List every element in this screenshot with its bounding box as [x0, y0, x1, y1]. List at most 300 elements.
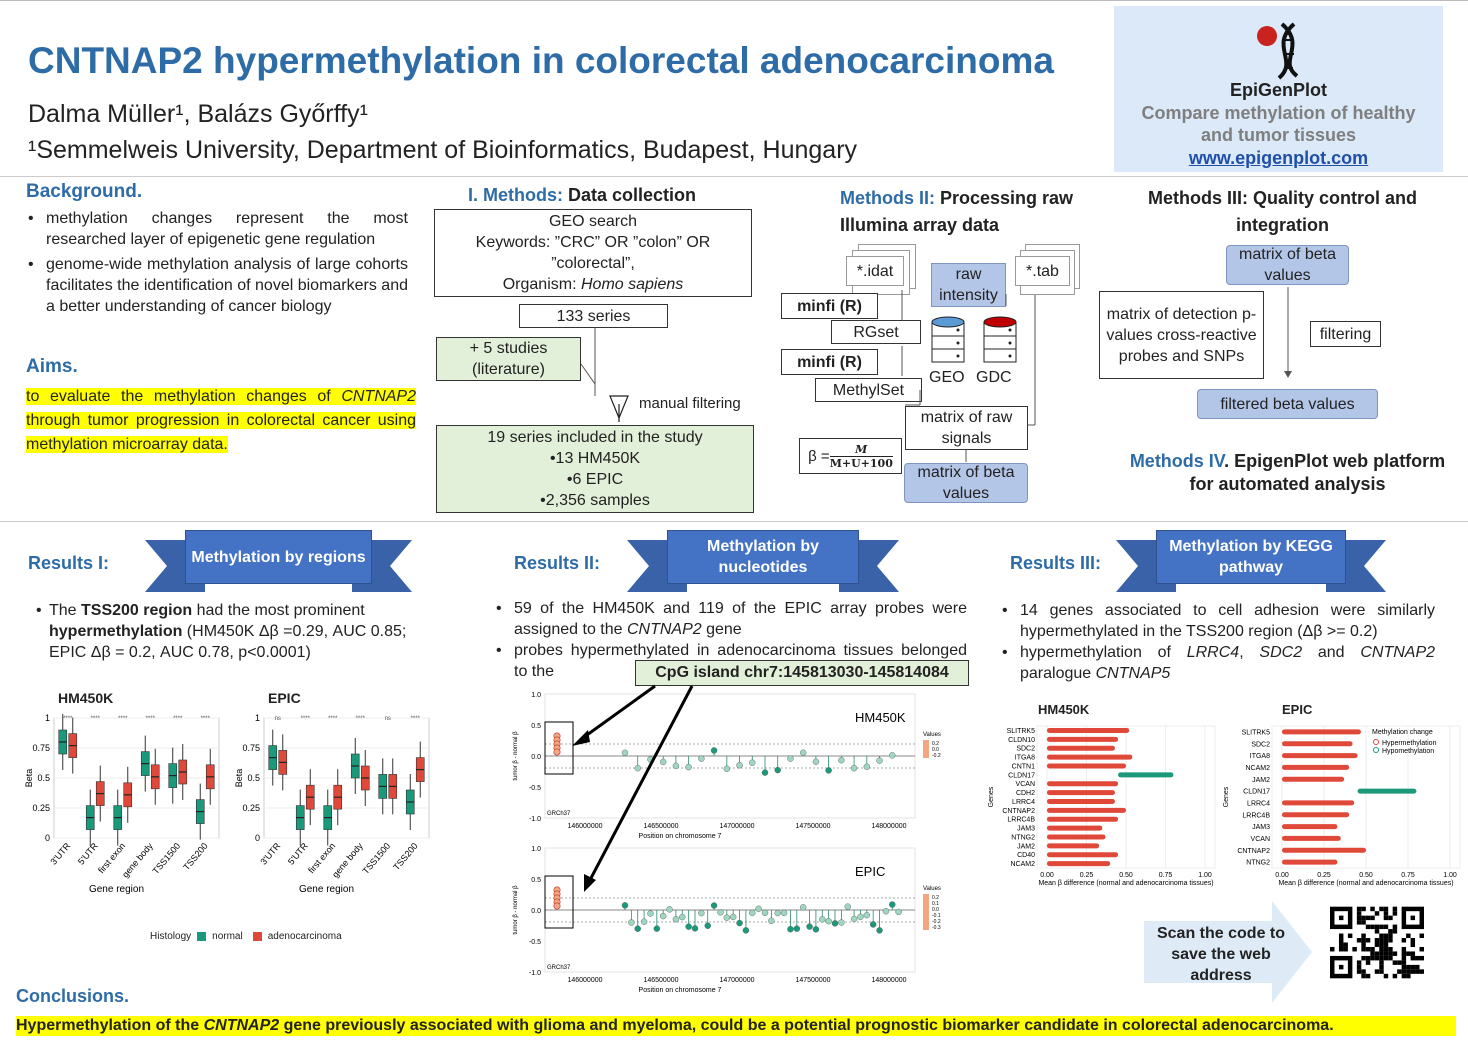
legend-tick: -0.3 [932, 925, 941, 931]
conclusions-heading: Conclusions. [16, 986, 130, 1006]
qr-module [1420, 956, 1424, 960]
gene-bar [1047, 755, 1132, 760]
qr-module [1366, 956, 1370, 960]
results1-ribbon: Methylation by regions [145, 530, 412, 592]
qr-module [1384, 907, 1388, 911]
gene-label: SLITRK5 [1006, 727, 1035, 735]
legend-marker [1374, 740, 1379, 745]
qr-module [1379, 965, 1383, 969]
x-tick-label: 3'UTR [48, 840, 73, 867]
x-tick-label: 0.75 [1158, 872, 1173, 879]
qr-module [1375, 951, 1379, 955]
x-tick-label: 5'UTR [75, 840, 100, 867]
rgset-box: RGset [831, 320, 921, 344]
significance-label: **** [90, 716, 100, 722]
qr-module [1348, 934, 1352, 938]
lollipop-point [775, 767, 781, 773]
qr-caption: Scan the code to save the web address [1156, 925, 1286, 984]
methods3-heading: Methods III: Quality control and integration [1147, 188, 1417, 235]
y-axis-label: tumor β - normal β [513, 731, 519, 781]
qr-module [1366, 916, 1370, 920]
qr-module [1402, 951, 1406, 955]
gene-bar [1282, 800, 1354, 805]
qr-module [1406, 951, 1410, 955]
boxplot-hm450k [22, 706, 232, 901]
x-tick-label: 147500000 [795, 977, 831, 984]
lollipop-point [845, 904, 851, 910]
x-tick-label: 5'UTR [285, 840, 310, 867]
y-tick-label: 1 [44, 713, 50, 723]
legend-tick: -0.2 [932, 919, 941, 925]
x-tick-label: gene body [120, 840, 155, 880]
y-tick-label: 0.5 [37, 773, 50, 783]
results2-list: • 59 of the HM450K and 119 of the EPIC array probes were assigned to the CNTNAP2 gene • probes hypermethylated in adenocarcinoma tissues belonged to the [494, 598, 967, 682]
x-axis-label: Position on chromosome 7 [638, 833, 722, 840]
x-tick-label: 0.00 [1040, 872, 1054, 879]
qr-module [1388, 938, 1392, 942]
qr-module [1402, 965, 1406, 969]
legend-swatch-adeno [253, 932, 262, 941]
gene-bar [1282, 765, 1349, 770]
x-axis-label: Mean β difference (normal and adenocarcinoma tissues) [1278, 880, 1454, 887]
lollipop-point [864, 912, 870, 918]
qr-module [1402, 960, 1406, 964]
x-tick-label: 3'UTR [258, 840, 283, 867]
qr-module [1361, 938, 1365, 942]
gene-label: VCAN [1250, 835, 1270, 843]
qr-module [1415, 969, 1419, 973]
section-rule [0, 521, 1468, 522]
y-tick-label: 0.75 [32, 743, 50, 753]
qr-module [1393, 925, 1397, 929]
legend-gradient [923, 740, 929, 758]
qr-module [1402, 974, 1406, 978]
lollipop-point [807, 924, 813, 930]
x-axis-label: Position on chromosome 7 [638, 987, 722, 994]
bar-hm450k [985, 718, 1230, 890]
top-rule [0, 0, 1468, 1]
qr-module [1357, 911, 1361, 915]
significance-label: **** [355, 716, 365, 722]
x-tick-label: 1.00 [1198, 872, 1212, 879]
qr-module [1361, 969, 1365, 973]
x-tick-label: 0.00 [1275, 872, 1289, 879]
methods4-heading: Methods IV. EpigenPlot web platform for automated analysis [1129, 451, 1446, 494]
lollipop-point [711, 903, 717, 909]
series-box: 133 series [519, 304, 668, 328]
gene-bar [1282, 753, 1358, 758]
x-tick-label: TSS200 [181, 840, 210, 873]
qr-module [1379, 956, 1383, 960]
plot-title: EPIC [855, 864, 886, 879]
qr-module [1406, 965, 1410, 969]
boxplot-epic-title: EPIC [268, 690, 301, 706]
authors: Dalma Müller¹, Balázs Győrffy¹ [28, 100, 368, 128]
qr-module [1393, 951, 1397, 955]
gene-label: LRRC4 [1247, 800, 1270, 808]
qr-module [1411, 956, 1415, 960]
bar-hm450k-title: HM450K [1038, 702, 1090, 717]
qr-module [1357, 920, 1361, 924]
legend-title: Values [923, 886, 941, 892]
qr-module [1384, 947, 1388, 951]
qr-module [1366, 947, 1370, 951]
qr-module [1379, 951, 1383, 955]
qr-module [1388, 951, 1392, 955]
x-tick-label: first exon [96, 840, 128, 876]
qr-module [1375, 911, 1379, 915]
header-rule [0, 176, 1468, 177]
qr-module [1379, 969, 1383, 973]
bar-epic-title: EPIC [1282, 702, 1313, 717]
minfi-box-1: minfi (R) [781, 293, 878, 319]
gene-bar [1047, 852, 1118, 857]
legend-swatch-normal [197, 932, 206, 941]
x-tick-label: 0.25 [1079, 872, 1094, 879]
qr-module [1361, 974, 1365, 978]
qr-module [1357, 907, 1361, 911]
legend-title: Values [923, 732, 941, 738]
qr-module [1379, 934, 1383, 938]
significance-label: **** [118, 716, 128, 722]
lollipop-point [762, 770, 768, 776]
qr-module [1379, 943, 1383, 947]
gene-label: NTNG2 [1011, 834, 1035, 842]
qr-module [1379, 947, 1383, 951]
lollipop-point [775, 910, 781, 916]
y-axis-label: Genes [988, 786, 995, 808]
qr-module [1361, 920, 1365, 924]
x-tick-label: 0.25 [1317, 872, 1331, 879]
significance-label: **** [328, 716, 338, 722]
qr-code-icon[interactable] [1330, 906, 1424, 979]
qr-module [1388, 916, 1392, 920]
gene-label: NCAM2 [1245, 764, 1270, 772]
y-tick-label: 0.25 [32, 803, 50, 813]
qr-module [1375, 969, 1379, 973]
background-list [26, 208, 408, 317]
x-tick-label: 146000000 [567, 977, 603, 984]
qr-module [1420, 947, 1424, 951]
qr-module [1384, 911, 1388, 915]
significance-label: **** [410, 716, 420, 722]
gene-bar [1282, 860, 1337, 865]
background-bullet: • genome-wide methylation analysis of large cohorts facilitates the identification of novel biomarkers and a better understanding of cancer biology [26, 254, 408, 317]
gene-label: ITGA8 [1249, 753, 1270, 761]
plot-title: HM450K [855, 710, 906, 725]
qr-module [1339, 947, 1343, 951]
y-tick-label: 1 [254, 713, 260, 723]
lollipop-point [749, 760, 755, 766]
lollipop-point [787, 926, 793, 932]
qr-module [1375, 925, 1379, 929]
qr-module [1406, 969, 1410, 973]
raw-intensity-box: raw intensity [931, 263, 1006, 307]
x-tick-label: 146500000 [643, 823, 679, 830]
gene-label: LRRC4B [1242, 812, 1270, 820]
qr-module [1420, 969, 1424, 973]
qr-module [1402, 938, 1406, 942]
qr-module [1370, 951, 1374, 955]
idat-file: *.idat [846, 256, 904, 286]
gene-label: CLDN17 [1008, 772, 1035, 780]
detection-pvalues-box: matrix of detection p-values cross-reactive probes and SNPs [1099, 291, 1264, 379]
gene-label: NCAM2 [1010, 861, 1035, 869]
results3-label: Results III: [1010, 553, 1102, 573]
x-tick-label: 147000000 [719, 977, 755, 984]
qr-module [1420, 934, 1424, 938]
qr-module [1402, 969, 1406, 973]
y-tick-label: -0.5 [528, 785, 541, 792]
legend-tick: -0.2 [932, 753, 941, 759]
qr-module [1384, 916, 1388, 920]
lollipop-point [743, 927, 749, 933]
qr-module [1357, 916, 1361, 920]
gene-label: CLDN17 [1243, 788, 1270, 796]
y-axis-label: Genes [1223, 786, 1230, 808]
qr-module [1415, 956, 1419, 960]
boxplot-epic [232, 706, 442, 901]
qr-module [1366, 925, 1370, 929]
aims-text: to evaluate the methylation changes of CNTNAP2 through tumor progression in colorectal cancer using methylation microarray data. [26, 388, 416, 453]
gene-label: NTNG2 [1246, 859, 1270, 867]
qr-module [1375, 929, 1379, 933]
gene-bar [1282, 836, 1341, 841]
lollipop-point [857, 914, 863, 920]
cpg-island-box: CpG island chr7:145813030-145814084 [635, 660, 969, 686]
qr-module [1370, 947, 1374, 951]
gene-label: JAM3 [1017, 825, 1035, 833]
qr-module [1357, 938, 1361, 942]
qr-module [1402, 956, 1406, 960]
qr-module [1393, 974, 1397, 978]
qr-module [1384, 951, 1388, 955]
background-heading: Background. [26, 181, 143, 202]
legend-gradient [923, 894, 929, 930]
tab-file: *.tab [1015, 256, 1070, 286]
qr-module [1388, 956, 1392, 960]
beta-matrix-box-2: matrix of beta values [1226, 245, 1349, 285]
y-axis-label: tumor β - normal β [513, 885, 519, 935]
background-bullet: • methylation changes represent the most researched layer of epigenetic gene regulation [26, 208, 408, 250]
gene-bar [1282, 812, 1349, 817]
gene-bar [1047, 817, 1118, 822]
gene-label: CDH2 [1015, 790, 1035, 798]
qr-module [1388, 947, 1392, 951]
x-tick-label: TSS1500 [360, 840, 393, 877]
qr-module [1384, 934, 1388, 938]
methods2-heading: Methods II: Processing raw Illumina array data [840, 188, 1074, 235]
y-tick-label: 0.5 [531, 877, 541, 884]
y-tick-label: 0.5 [531, 723, 541, 730]
qr-module [1402, 947, 1406, 951]
qr-module [1339, 934, 1343, 938]
qr-module [1361, 934, 1365, 938]
lollipop-point [749, 910, 755, 916]
gene-label: SDC2 [1251, 741, 1270, 749]
qr-module [1366, 974, 1370, 978]
manual-filtering-label: manual filtering [639, 395, 741, 412]
results1-label: Results I: [28, 553, 110, 573]
gene-label: VCAN [1015, 781, 1035, 789]
lollipop-point [851, 916, 857, 922]
qr-module [1343, 943, 1347, 947]
qr-module [1411, 951, 1415, 955]
beta-formula: β = $\frac{M}{M+U+100}$ [799, 438, 902, 474]
qr-module [1388, 929, 1392, 933]
filtering-box: filtering [1310, 321, 1381, 347]
qr-module [1384, 925, 1388, 929]
qr-module [1375, 956, 1379, 960]
qr-module [1388, 934, 1392, 938]
qr-module [1379, 925, 1383, 929]
gene-bar [1118, 772, 1173, 777]
qr-module [1411, 938, 1415, 942]
gene-label: LRRC4 [1012, 798, 1035, 806]
qr-module [1366, 938, 1370, 942]
qr-module [1330, 947, 1334, 951]
lollipop-point [717, 909, 723, 915]
geo-search-box: GEO search Keywords: ”CRC” OR ”colon” OR ”colorectal”, Organism: Homo sapiens [434, 209, 752, 297]
lollipop-point [832, 920, 838, 926]
qr-module [1361, 907, 1365, 911]
qr-module [1384, 943, 1388, 947]
filtered-beta-box: filtered beta values [1197, 389, 1378, 419]
gene-bar [1047, 728, 1129, 733]
poster-title: CNTNAP2 hypermethylation in colorectal adenocarcinoma [28, 40, 1054, 81]
gene-label: CNTNAP2 [1237, 847, 1270, 855]
lollipop-point [800, 750, 806, 756]
genome-label: GRCh37 [547, 965, 571, 971]
logo-name: EpiGenPlot [1229, 80, 1327, 100]
x-axis-label: Gene region [88, 884, 145, 895]
qr-module [1370, 925, 1374, 929]
results2-label: Results II: [514, 553, 601, 573]
gene-bar [1282, 824, 1337, 829]
raw-signals-box: matrix of raw signals [905, 406, 1028, 450]
x-tick-label: 0.50 [1359, 872, 1373, 879]
lollipop-point [781, 910, 787, 916]
lollipop-point [889, 752, 895, 758]
legend-tick: 0.0 [932, 747, 939, 753]
lollipop-point [883, 908, 889, 914]
qr-module [1393, 960, 1397, 964]
legend-marker [1374, 748, 1379, 753]
gdc-label: GDC [976, 369, 1012, 386]
significance-label: ns [384, 716, 391, 722]
lollipop-point [838, 920, 844, 926]
lollipop-point [768, 918, 774, 924]
gene-bar [1047, 861, 1110, 866]
legend-label: Hypermethylation [1382, 740, 1437, 747]
significance-label: **** [300, 716, 310, 722]
qr-module [1361, 943, 1365, 947]
legend-tick: 0.2 [932, 895, 939, 901]
y-tick-label: 0.0 [531, 754, 541, 761]
x-tick-label: 148000000 [871, 977, 907, 984]
gene-bar [1047, 799, 1115, 804]
gene-bar [1358, 789, 1417, 794]
website-link[interactable]: www.epigenplot.com [1188, 148, 1369, 168]
lollipop-point [896, 909, 902, 915]
gene-label: JAM2 [1017, 843, 1035, 851]
gene-label: SLITRK5 [1241, 729, 1270, 737]
x-tick-label: 146000000 [567, 823, 603, 830]
beta-matrix-box: matrix of beta values [904, 463, 1028, 503]
qr-module [1393, 929, 1397, 933]
qr-module [1339, 943, 1343, 947]
lollipop-point [864, 764, 870, 770]
qr-module [1357, 969, 1361, 973]
qr-module [1411, 965, 1415, 969]
x-tick-label: first exon [306, 840, 338, 876]
lollipop-point [737, 762, 743, 768]
x-tick-label: 1.00 [1443, 872, 1457, 879]
qr-module [1375, 943, 1379, 947]
x-tick-label: TSS200 [391, 840, 420, 873]
included-box: 19 series included in the study •13 HM450K •6 EPIC •2,356 samples [436, 425, 754, 513]
significance-label: **** [63, 716, 73, 722]
qr-module [1411, 943, 1415, 947]
legend-tick: 0.0 [932, 907, 939, 913]
gene-label: CD40 [1017, 852, 1035, 860]
lollipop-point [870, 921, 876, 927]
y-tick-label: 0 [254, 833, 260, 843]
y-tick-label: -1.0 [528, 816, 541, 823]
methods1-heading: I. Methods: Data collection [468, 185, 697, 205]
qr-module [1384, 974, 1388, 978]
lollipop-point [762, 910, 768, 916]
lollipop-point [724, 766, 730, 772]
qr-module [1397, 969, 1401, 973]
x-axis-label: Mean β difference (normal and adenocarcinoma tissues) [1038, 880, 1214, 887]
lollipop-point [730, 914, 736, 920]
significance-label: **** [200, 716, 210, 722]
gene-label: JAM3 [1252, 824, 1270, 832]
qr-module [1379, 938, 1383, 942]
gene-label: CNTN1 [1011, 763, 1035, 771]
results2-ribbon: Methylation by nucleotides [627, 530, 899, 592]
lollipop-point [711, 747, 717, 753]
x-tick-label: 146500000 [643, 977, 679, 984]
gene-bar [1047, 781, 1118, 786]
methods2-arrows [780, 280, 1080, 480]
boxplot-hm450k-title: HM450K [58, 690, 114, 706]
y-tick-label: 0.75 [242, 743, 260, 753]
lollipop-point [794, 926, 800, 932]
qr-module [1415, 965, 1419, 969]
gene-bar [1282, 741, 1353, 746]
gene-bar [1047, 834, 1105, 839]
y-tick-label: 1.0 [531, 846, 541, 853]
dna-icon [1249, 16, 1319, 86]
legend-tick: 0.1 [932, 901, 939, 907]
qr-module [1361, 947, 1365, 951]
qr-module [1393, 907, 1397, 911]
significance-label: **** [173, 716, 183, 722]
boxplot-legend: Histology normal adenocarcinoma [150, 931, 342, 942]
affiliation: ¹Semmelweis University, Department of Bioinformatics, Budapest, Hungary [28, 136, 858, 164]
results3-ribbon: Methylation by KEGG pathway [1116, 530, 1386, 592]
qr-module [1375, 938, 1379, 942]
qr-module [1379, 960, 1383, 964]
qr-module [1366, 960, 1370, 964]
x-tick-label: 148000000 [871, 823, 907, 830]
gene-bar [1282, 777, 1344, 782]
qr-module [1370, 916, 1374, 920]
qr-module [1384, 956, 1388, 960]
y-tick-label: 0.5 [247, 773, 260, 783]
